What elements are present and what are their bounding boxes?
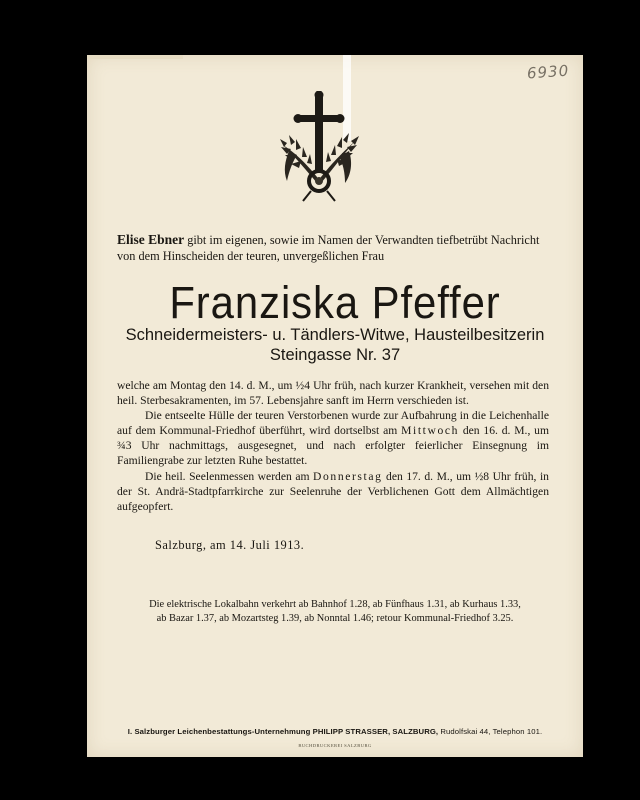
paper-stain [87,55,183,59]
railway-line-1: Die elektrische Lokalbahn verkehrt ab Bahnhof 1.28, ab Fünfhaus 1.31, ab Kurhaus 1.33, [149,599,521,610]
undertaker-footer [87,727,583,736]
undertaker-address: Rudolfskai 44, Telephon 101. [438,727,543,736]
deceased-title [87,325,583,365]
notice-body [117,378,549,514]
intro-paragraph [117,232,557,264]
deceased-name: Franziska Pfeffer [169,277,501,328]
mass-paragraph [117,469,549,514]
funeral-text-a: Die entseelte Hülle der teuren Verstorbenen wurde zur Aufbahrung in die Leichenhalle auf dem Kommunal-Friedhof überführt, wird dortselbst am [117,409,549,438]
funeral-paragraph [117,408,549,468]
place-date: Salzburg, am 14. Juli 1913. [155,538,305,552]
intro-text: gibt im eigenen, sowie im Namen der Verwandten tiefbetrübt Nachricht von dem Hinscheiden der teuren, unvergeßlichen Frau [117,233,540,263]
sender-name: Elise Ebner [117,232,185,247]
archive-number: 6930 [526,61,570,83]
funeral-text-b: den 16. d. M., um ¾3 Uhr nachmittags, ausgesegnet, und nach erfolgter feierlicher Einsegnung im Familiengrabe zur letzten Ruhe bestattet. [117,424,549,468]
mass-text-b: den 17. d. M., um ½8 Uhr früh, in der St. Andrä-Stadtpfarrkirche zur Seelenruhe der Verblichenen Gott dem Allmächtigen aufgeopfert. [117,469,549,513]
cross-emblem-icon [277,91,361,203]
obituary-notice [87,55,583,757]
deceased-occupation: Schneidermeisters- u. Tändlers-Witwe, Hausteilbesitzerin [125,326,545,344]
printer-imprint: BUCHDRUCKEREI SALZBURG [298,743,372,748]
death-paragraph: welche am Montag den 14. d. M., um ½4 Uhr früh, nach kurzer Krankheit, versehen mit den heil. Sterbesakramenten, im 57. Lebensjahre sanft im Herrn verschieden ist. [117,379,549,408]
mass-day: Donnerstag [313,469,383,483]
undertaker-firm: I. Salzburger Leichenbestattungs-Unternehmung PHILIPP STRASSER, SALZBURG, [127,727,439,736]
deceased-address: Steingasse Nr. 37 [269,346,401,364]
funeral-day: Mittwoch [401,424,459,438]
mass-text-a: Die heil. Seelenmessen werden am [145,469,314,483]
railway-schedule [87,598,583,625]
railway-line-2: ab Bazar 1.37, ab Mozartsteg 1.39, ab Nonntal 1.46; retour Kommunal-Friedhof 3.25. [156,612,514,624]
